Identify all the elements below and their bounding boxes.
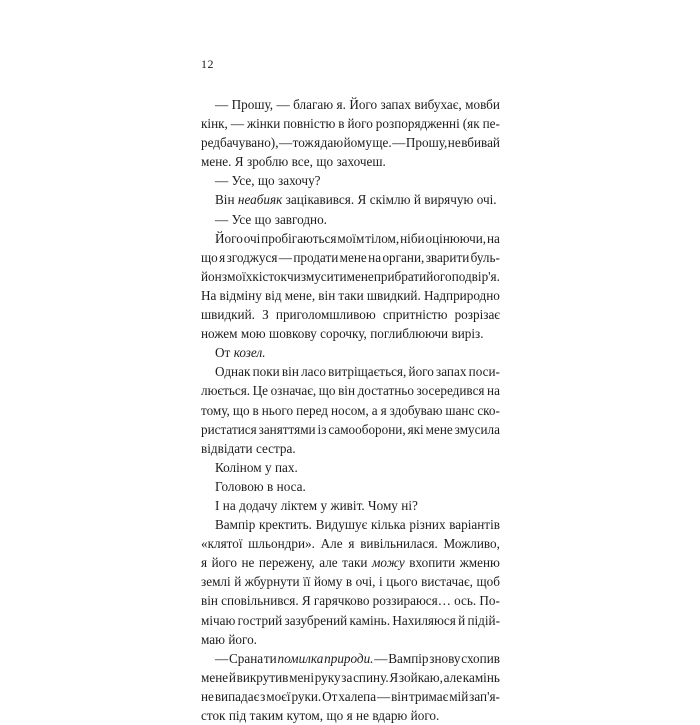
text-line [201,420,500,439]
word: мене [346,268,374,284]
word: й [458,612,466,628]
word: під [228,708,247,723]
word: але [443,669,463,685]
word: носа. [276,478,306,494]
word: не [447,135,461,151]
word: (як [462,116,480,132]
word: камінь. [349,612,390,628]
word: вхопити [409,555,456,571]
word: оцінюючи, [425,230,487,246]
text-line [201,515,500,534]
word: ти [263,650,277,666]
word: зосередився [416,383,485,399]
word: не [356,708,369,723]
word: помилка [277,650,324,666]
word: Але [320,536,343,552]
word: вибухає, [414,97,462,112]
word: прибрати [373,268,427,284]
text-line [201,668,500,687]
word: мене. [201,154,232,170]
word: Прошу, [231,97,274,112]
word: достатньо [357,383,414,399]
word: йон [201,268,222,284]
word: Надприродно [423,287,500,303]
word: тому, [201,402,230,418]
word: щоб [476,574,500,590]
word: даю [320,135,344,151]
word: пе- [482,116,500,132]
word: йому [343,135,372,151]
word: за [341,669,353,685]
word: його [211,555,237,571]
word: тримає [408,688,449,704]
word: що [201,249,218,265]
word: — [278,249,292,265]
word: неабияк [237,192,283,208]
word: сток [201,708,226,723]
word: що [326,708,344,723]
word: він [338,383,356,399]
word: я [380,402,387,418]
word: його [426,268,452,284]
word: ні? [401,497,418,513]
word: згоджуся [226,249,278,265]
word: приголомшливою [275,307,376,323]
word: цього [386,574,418,590]
word: вирячую [424,192,474,208]
word: руки. [291,688,322,704]
word: мене, [284,287,316,303]
word: Я [389,669,399,685]
word: означає, [270,383,317,399]
word: благаю [293,97,334,112]
text-line [201,591,500,610]
text-line [201,649,500,668]
word: На [201,287,217,303]
word: таки [338,287,364,303]
word: очі, [355,574,376,590]
word: я [219,249,226,265]
word: й [228,669,236,685]
word: — [215,211,229,227]
word: самооборони, [328,421,406,437]
word: вдарю [372,708,408,723]
word: витріщається, [328,364,407,380]
word: живіт. [330,497,365,513]
word: І [215,497,220,513]
word: у [264,459,272,475]
word: Його [215,230,243,246]
word: Його [349,97,378,112]
text-line [201,706,500,725]
word: кілька [370,517,406,533]
word: його. [228,631,257,647]
word: нього [261,402,294,418]
word: Чому [368,497,398,513]
word: в [345,574,353,590]
word: в [267,478,274,494]
word: люється. [201,383,251,399]
word: пережену, [258,555,315,571]
word: поглиблюючи [370,326,449,342]
word: От [322,688,338,704]
word: виріз. [451,326,484,342]
word: вистачає, [421,574,473,590]
word: він [281,364,299,380]
word: із [317,421,327,437]
word: кінк, [201,116,228,132]
word: мовби [465,97,500,112]
text-line [201,210,500,229]
word: подвір'я. [451,268,500,284]
word: розрізає [454,307,500,323]
word: ліктем [280,497,318,513]
word: що [257,173,275,189]
word: моєї [266,688,291,704]
page-number: 12 [201,57,214,71]
text-line [201,190,500,209]
word: вивільнилася. [360,536,438,552]
text-line [201,229,500,248]
word: спритністю [382,307,448,323]
word: пробігаються [261,230,337,246]
word: мічаю [201,612,236,628]
word: його. [410,708,440,723]
word: Видушує [315,517,368,533]
text-line [201,362,500,381]
word: Однак [215,364,251,380]
word: завгодно. [274,211,327,227]
word: що [318,383,336,399]
word: не [201,688,214,704]
word: — [215,173,229,189]
word: що [232,402,250,418]
word: зап'я- [469,688,500,704]
word: мені [289,669,315,685]
word: жінки [246,116,281,132]
word: сповільнився. [221,593,299,609]
text-line [201,439,500,458]
word: таким [249,708,284,723]
word: я. [336,97,346,112]
word: змусила [454,421,500,437]
word: кутом, [286,708,324,723]
word: гарячково [313,593,370,609]
word: що [316,154,334,170]
word: роззираюся… [372,593,451,609]
word: По- [479,593,500,609]
word: з [221,268,228,284]
word: мій [449,688,469,704]
word: — [215,650,229,666]
word: схопив [461,650,500,666]
word: мене [339,249,367,265]
text-line [201,611,500,630]
text-line [201,630,500,649]
word: спину. [353,669,389,685]
word: поки [252,364,280,380]
word: чи [287,268,301,284]
word: носом, [330,402,369,418]
word: тож [292,135,314,151]
word: Усе [231,211,252,227]
text-line [201,133,500,152]
word: змусити [300,268,347,284]
word: Прошу, [405,135,448,151]
word: Коліном [215,459,262,475]
word: мою [240,326,266,342]
text-line [201,171,500,190]
word: захочу? [278,173,321,189]
body-text [201,95,500,725]
word: зварити [425,249,470,265]
word: різних [409,517,446,533]
word: мене [425,421,453,437]
word: Це [252,383,269,399]
word: Я [301,593,311,609]
word: перед [296,402,328,418]
word: й [234,574,242,590]
word: — [230,116,244,132]
word: розпорядженні [375,116,460,132]
word: зойкаю, [398,669,443,685]
word: — [276,97,290,112]
word: ніби [400,230,425,246]
word: шанс [445,402,475,418]
word: і [379,574,383,590]
text-line [201,305,500,324]
word: сорочку, [320,326,367,342]
word: кісток [252,268,287,284]
text-line [201,687,500,706]
word: випадає [214,688,260,704]
text-line [201,95,500,114]
word: й [413,192,421,208]
word: що [254,211,272,227]
word: а [371,402,378,418]
word: От [215,345,231,361]
word: зазубрений [284,612,348,628]
text-line [201,553,500,572]
word: — [278,135,293,151]
word: мене [201,669,229,685]
word: захочеш. [336,154,386,170]
word: Вампір [215,517,256,533]
word: викрутив [236,669,289,685]
word: редбачувано), [201,135,279,151]
word: вбивай [461,135,500,151]
word: я [314,135,321,151]
word: Головою [215,478,264,494]
word: я [346,708,353,723]
word: він [201,593,218,609]
word: землі [201,574,231,590]
word: на [486,230,500,246]
word: але [319,555,338,571]
word: варіантів [449,517,500,533]
word: ось. [454,593,477,609]
word: пах. [274,459,298,475]
word: в [252,402,259,418]
word: кректить. [259,517,312,533]
word: йому [313,574,343,590]
word: Усе, [231,173,255,189]
word: ножем [201,326,238,342]
word: скімлю [369,192,411,208]
word: Вампір [388,650,429,666]
word: все, [291,154,313,170]
word: жменю [459,555,500,571]
word: я [201,555,208,571]
word: — [376,688,391,704]
word: підій- [467,612,500,628]
text-line [201,324,500,343]
text-line [201,248,500,267]
word: тілом, [365,230,400,246]
word: на [487,383,500,399]
text-line [201,572,500,591]
word: З [262,307,269,323]
word: — [215,97,229,112]
text-line [201,114,500,133]
word: моїх [227,268,253,284]
word: відвідати [201,440,253,456]
text-line [201,381,500,400]
word: з [260,688,266,704]
word: руку [314,669,341,685]
word: відміну [219,287,262,303]
word: її [303,574,311,590]
word: не [241,555,255,571]
word: можу [371,555,405,571]
word: поси- [468,364,500,380]
word: його [347,116,373,132]
word: продати [293,249,339,265]
word: його [408,364,434,380]
word: заняттями [258,421,316,437]
word: Срана [228,650,264,666]
word: Він [215,192,235,208]
word: в [338,116,345,132]
text-line [201,152,500,171]
word: камінь [462,669,500,685]
word: зроблю [246,154,289,170]
word: ско- [477,402,500,418]
word: ристатися [201,421,257,437]
word: знову [429,650,461,666]
word: запах [436,364,467,380]
word: Я [357,192,367,208]
text-line [201,477,500,496]
text-line [201,458,500,477]
text-line [201,401,500,420]
word: я [348,536,355,552]
word: халепа [338,688,377,704]
word: — [392,135,406,151]
word: козел. [233,345,266,361]
word: він [318,287,336,303]
word: зацікавився. [285,192,355,208]
word: на [368,249,382,265]
word: таки [342,555,368,571]
word: природи. [324,650,374,666]
word: очі [243,230,261,246]
text-line [201,343,500,362]
word: — [374,650,388,666]
word: від [264,287,282,303]
word: ще. [372,135,392,151]
word: додачу [239,497,278,513]
word: на [222,497,236,513]
word: які [407,421,424,437]
word: шльондри». [248,536,315,552]
text-line [201,267,500,286]
word: у [320,497,328,513]
text-line [201,286,500,305]
word: буль- [470,249,500,265]
word: ласо [301,364,326,380]
word: Нахиляюся [392,612,456,628]
word: Можливо, [443,536,500,552]
word: моїм [337,230,365,246]
word: «клятої [201,536,243,552]
word: маю [201,631,225,647]
word: жбурнути [244,574,300,590]
word: сестра. [255,440,296,456]
word: швидкий. [201,307,255,323]
word: органи, [382,249,425,265]
word: шовкову [269,326,317,342]
text-line [201,534,500,553]
word: він [391,688,409,704]
word: очі. [476,192,497,208]
word: запах [380,97,411,112]
word: швидкий. [366,287,421,303]
word: повністю [283,116,336,132]
text-line [201,496,500,515]
word: гострий [237,612,283,628]
word: здобуваю [389,402,443,418]
word: Я [234,154,244,170]
